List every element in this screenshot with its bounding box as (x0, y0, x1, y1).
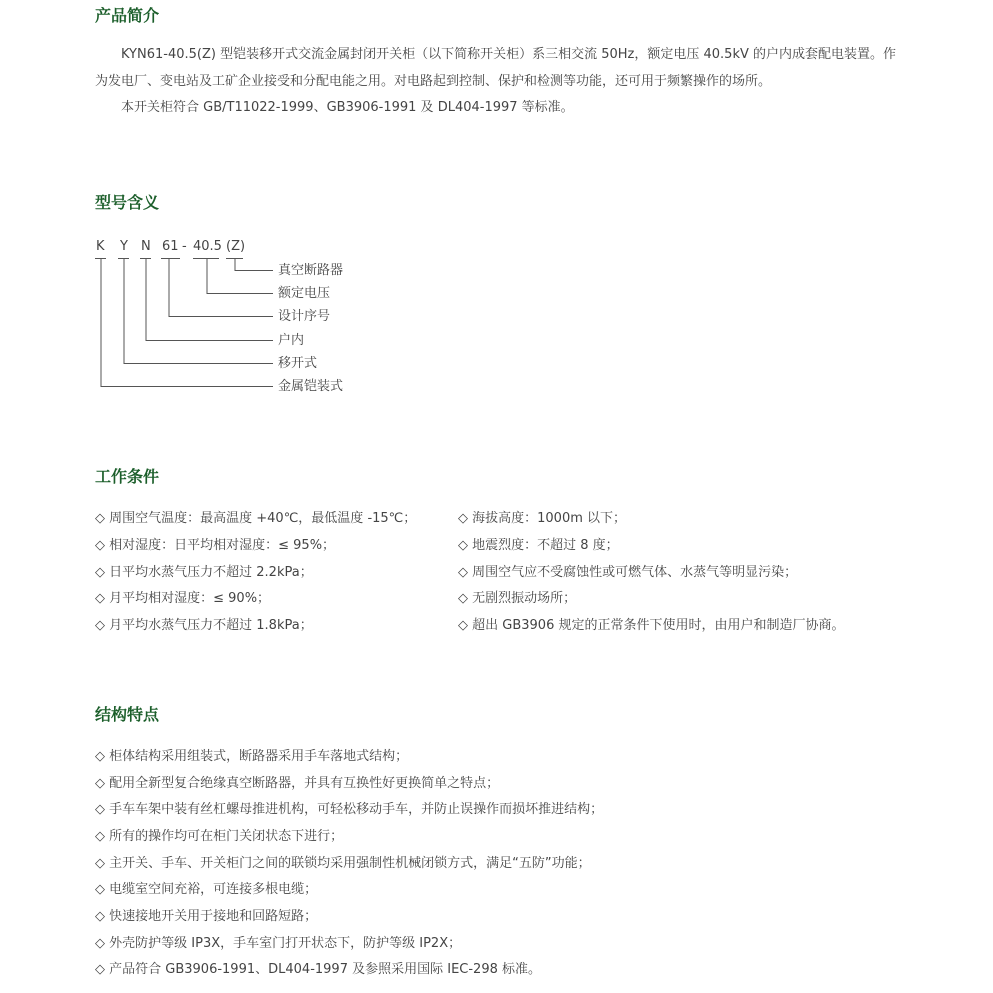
connector-vacuum-breaker (235, 259, 273, 271)
diamond-icon: ◇ (95, 538, 105, 553)
diamond-icon: ◇ (458, 618, 468, 633)
list-item: ◇ 产品符合 GB3906-1991、DL404-1997 及参照采用国际 IEC-298 标准。 (95, 962, 541, 977)
diamond-icon: ◇ (95, 936, 105, 951)
list-item: ◇ 所有的操作均可在柜门关闭状态下进行； (95, 829, 344, 844)
list-item: ◇ 日平均水蒸气压力不超过 2.2kPa； (95, 565, 313, 580)
diamond-icon: ◇ (95, 776, 105, 791)
list-item: ◇ 周围空气温度：最高温度 +40℃，最低温度 -15℃； (95, 511, 417, 526)
connector-indoor (146, 259, 273, 341)
list-item: ◇ 月平均水蒸气压力不超过 1.8kPa； (95, 618, 313, 633)
diamond-icon: ◇ (95, 829, 105, 844)
model-title: 型号含义 (95, 193, 160, 212)
connector-rated-voltage (207, 259, 273, 294)
conditions-title: 工作条件 (95, 467, 160, 486)
diamond-icon: ◇ (95, 909, 105, 924)
diamond-icon: ◇ (458, 538, 468, 553)
intro-paragraph-1: KYN61-40.5(Z) 型铠装移开式交流金属封闭开关柜（以下简称开关柜）系三相交流 50Hz，额定电压 40.5kV 的户内成套配电装置。作为发电厂、变电站及工矿企业接受和分配电能之用。对电路起到控制、保护和检测等功能，还可用于频繁操作的场所。 (95, 47, 896, 89)
connector-metal-clad (101, 259, 273, 387)
label-withdrawable: 移开式 (278, 356, 318, 371)
intro-title: 产品简介 (95, 6, 160, 25)
model-code-61: 61 (162, 239, 179, 254)
list-item: ◇ 无剧烈振动场所； (458, 591, 577, 606)
label-design-serial: 设计序号 (278, 309, 331, 324)
intro-paragraph-2: 本开关柜符合 GB/T11022-1999、GB3906-1991 及 DL404-1997 等标准。 (121, 100, 574, 115)
list-item: ◇ 外壳防护等级 IP3X，手车室门打开状态下，防护等级 IP2X； (95, 936, 462, 951)
label-rated-voltage: 额定电压 (278, 286, 331, 301)
diamond-icon: ◇ (95, 802, 105, 817)
diamond-icon: ◇ (95, 618, 105, 633)
list-item: ◇ 海拔高度：1000m 以下； (458, 511, 627, 526)
model-code-n: N (141, 239, 151, 254)
list-item: ◇ 超出 GB3906 规定的正常条件下使用时，由用户和制造厂协商。 (458, 618, 845, 633)
diamond-icon: ◇ (95, 962, 105, 977)
connector-design-serial (169, 259, 273, 317)
label-vacuum-breaker: 真空断路器 (278, 263, 344, 278)
diamond-icon: ◇ (95, 882, 105, 897)
diamond-icon: ◇ (95, 565, 105, 580)
label-metal-clad: 金属铠装式 (278, 379, 344, 394)
list-item: ◇ 电缆室空间充裕，可连接多根电缆； (95, 882, 318, 897)
model-code-k: K (96, 239, 105, 254)
diamond-icon: ◇ (95, 856, 105, 871)
model-code-z: (Z) (226, 239, 246, 254)
list-item: ◇ 柜体结构采用组装式，断路器采用手车落地式结构； (95, 749, 409, 764)
model-code-voltage: 40.5 (193, 239, 222, 254)
diamond-icon: ◇ (458, 591, 468, 606)
model-code-y: Y (120, 239, 128, 254)
list-item: ◇ 快速接地开关用于接地和回路短路； (95, 909, 318, 924)
diamond-icon: ◇ (95, 749, 105, 764)
label-indoor: 户内 (278, 333, 305, 348)
list-item: ◇ 手车车架中装有丝杠螺母推进机构，可轻松移动手车，并防止误操作而损坏推进结构； (95, 802, 604, 817)
list-item: ◇ 配用全新型复合绝缘真空断路器，并具有互换性好更换简单之特点； (95, 776, 500, 791)
diamond-icon: ◇ (95, 511, 105, 526)
model-code-dash: - (182, 239, 187, 254)
list-item: ◇ 周围空气应不受腐蚀性或可燃气体、水蒸气等明显污染； (458, 565, 798, 580)
list-item: ◇ 相对湿度：日平均相对湿度：≤ 95%； (95, 538, 336, 553)
diamond-icon: ◇ (458, 565, 468, 580)
diamond-icon: ◇ (95, 591, 105, 606)
list-item: ◇ 月平均相对湿度：≤ 90%； (95, 591, 271, 606)
structure-title: 结构特点 (95, 705, 160, 724)
diamond-icon: ◇ (458, 511, 468, 526)
list-item: ◇ 主开关、手车、开关柜门之间的联锁均采用强制性机械闭锁方式，满足“五防”功能； (95, 856, 591, 871)
list-item: ◇ 地震烈度：不超过 8 度； (458, 538, 619, 553)
